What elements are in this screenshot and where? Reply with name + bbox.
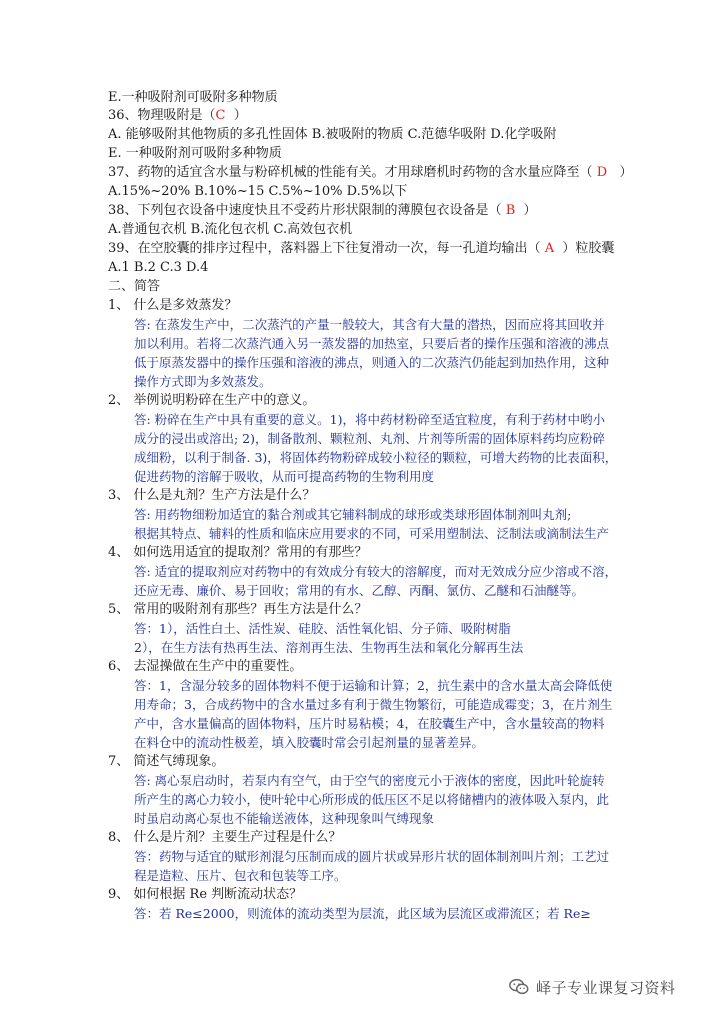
q36-options: A. 能够吸附其他物质的多孔性固体 B.被吸附的物质 C.范德华吸附 D.化学吸附 (108, 127, 557, 142)
q39-stem-text: 39、在空胶囊的排序过程中，落料器上下往复滑动一次，每一孔道均输出（ (108, 241, 541, 256)
answer-7-line-2: 所产生的离心力较小，使叶轮中心所形成的低压区不足以将储槽内的液体吸入泵内，此 (134, 792, 610, 807)
q38-stem (108, 202, 537, 220)
wechat-icon (508, 976, 530, 998)
answer-7-line-3: 时虽启动离心泵也不能输送液体，这种现象叫气缚现象 (134, 811, 435, 826)
section-title: 二、简答 (108, 279, 161, 294)
answer-1-line-2: 加以利用。若将二次蒸汽通入另一蒸发器的加热室，只要后者的操作压强和溶液的沸点 (134, 336, 610, 351)
answer-8-line-1: 答：药物与适宜的赋形剂混匀压制而成的圆片状或异形片状的固体制剂叫片剂；工艺过 (134, 849, 610, 864)
question-9: 9、 如何根据 Re 判断流动状态？ (108, 887, 303, 902)
answer-7-line-1: 答: 离心泵启动时，若泵内有空气，由于空气的密度元小于液体的密度，因此叶轮旋转 (134, 773, 605, 788)
q39-close: ）粒胶囊 (562, 241, 615, 256)
answer-6-line-1: 答：1，含湿分较多的固体物料不便于运输和计算；2，抗生素中的含水量太高会降低使 (134, 678, 613, 693)
answer-2-line-4: 促进药物的溶解于吸收，从而可提高药物的生物利用度 (134, 469, 435, 484)
question-1: 1、 什么是多效蒸发？ (108, 298, 238, 313)
q39-options: A.1 B.2 C.3 D.4 (108, 260, 209, 275)
question-6: 6、 去湿操做在生产中的重要性。 (108, 659, 303, 674)
q38-answer: B (505, 203, 516, 218)
answer-6-line-2: 用寿命；3，合成药物中的含水量过多有利于微生物繁衍，可能造成霉变；3，在片剂生 (134, 697, 613, 712)
q37-answer: D (596, 165, 608, 180)
question-5: 5、 常用的吸附剂有那些？再生方法是什么？ (108, 602, 368, 617)
q37-stem (108, 164, 633, 182)
q37-stem-text: 37、药物的适宜含水量与粉碎机械的性能有关。才用球磨机时药物的含水量应降至（ (108, 165, 593, 180)
question-8: 8、 什么是片剂？主要生产过程是什么？ (108, 830, 342, 845)
q39-stem (108, 240, 614, 258)
answer-1-line-1: 答: 在蒸发生产中，二次蒸汽的产量一般较大，其含有大量的潜热，因而应将其回收并 (134, 317, 605, 332)
question-7: 7、 简述气缚现象。 (108, 754, 225, 769)
question-4: 4、 如何选用适宜的提取剂？常用的有那些？ (108, 545, 368, 560)
question-2: 2、 举例说明粉碎在生产中的意义。 (108, 393, 316, 408)
q36-answer: C (215, 108, 226, 123)
answer-2-line-1: 答: 粉碎在生产中具有重要的意义。1)，将中药材粉碎至适宜粒度，有利于药材中哟小 (134, 412, 606, 427)
answer-2-line-3: 成细粉，以利于制备. 3)，将固体药物粉碎成较小粒径的颗粒，可增大药物的比表面积， (134, 450, 618, 465)
answer-6-line-4: 在料仓中的流动性极差，填入胶囊时常会引起剂量的显著差异。 (134, 735, 485, 750)
answer-2-line-2: 成分的浸出或溶出; 2)，制备散剂、颗粒剂、丸剂、片剂等所需的固体原料药均应粉碎 (134, 431, 606, 446)
q39-answer: A (544, 241, 555, 256)
q36-stem-text: 36、物理吸附是（ (108, 108, 216, 123)
q38-options: A.普通包衣机 B.流化包衣机 C.高效包衣机 (108, 222, 353, 237)
answer-5-line-1: 答：1），活性白土、活性炭、硅胶、活性氧化铝、分子筛、吸附树脂 (134, 621, 511, 636)
q36-stem (108, 107, 247, 125)
answer-8-line-2: 程是造粒、压片、包衣和包装等工序。 (134, 868, 347, 883)
q38-close: ） (523, 203, 537, 218)
q37-close: ） (619, 165, 633, 180)
watermark-text: 峄子专业课复习资料 (536, 978, 676, 997)
question-3: 3、 什么是丸剂？生产方法是什么？ (108, 488, 316, 503)
answer-3-line-2: 根据其特点、辅料的性质和临床应用要求的不同，可采用塑制法、泛制法或滴制法生产 (134, 526, 610, 541)
answer-5-line-2: 2），在生方法有热再生法、溶剂再生法、生物再生法和氧化分解再生法 (134, 640, 524, 655)
answer-4-line-1: 答: 适宜的提取剂应对药物中的有效成分有较大的溶解度，而对无效成分应少溶或不溶， (134, 564, 618, 579)
q35-option-e: E.一种吸附剂可吸附多种物质 (108, 90, 278, 105)
answer-9-line-1: 答：若 Re≤2000，则流体的流动类型为层流，此区域为层流区或滞流区；若 Re≥ (134, 906, 591, 921)
q36-option-e: E. 一种吸附剂可吸附多种物质 (108, 146, 282, 161)
q36-close: ） (233, 108, 247, 123)
q37-options: A.15%~20% B.10%~15 C.5%~10% D.5%以下 (108, 184, 408, 199)
answer-6-line-3: 产中，含水量偏高的固体物料，压片时易粘模；4，在胶囊生产中，含水量较高的物料 (134, 716, 605, 731)
q38-stem-text: 38、下列包衣设备中速度快且不受药片形状限制的薄膜包衣设备是（ (108, 203, 502, 218)
answer-1-line-4: 操作方式即为多效蒸发。 (134, 374, 272, 389)
answer-3-line-1: 答: 用药物细粉加适宜的黏合剂或其它辅料制成的球形或类球形固体制剂叫丸剂; (134, 507, 572, 522)
answer-1-line-3: 低于原蒸发器中的操作压强和溶液的沸点，则通入的二次蒸汽仍能起到加热作用，这种 (134, 355, 610, 370)
watermark (508, 976, 676, 998)
answer-4-line-2: 还应无毒、廉价、易于回收；常用的有水、乙醇、丙酮、氯仿、乙醚和石油醚等。 (134, 583, 585, 598)
